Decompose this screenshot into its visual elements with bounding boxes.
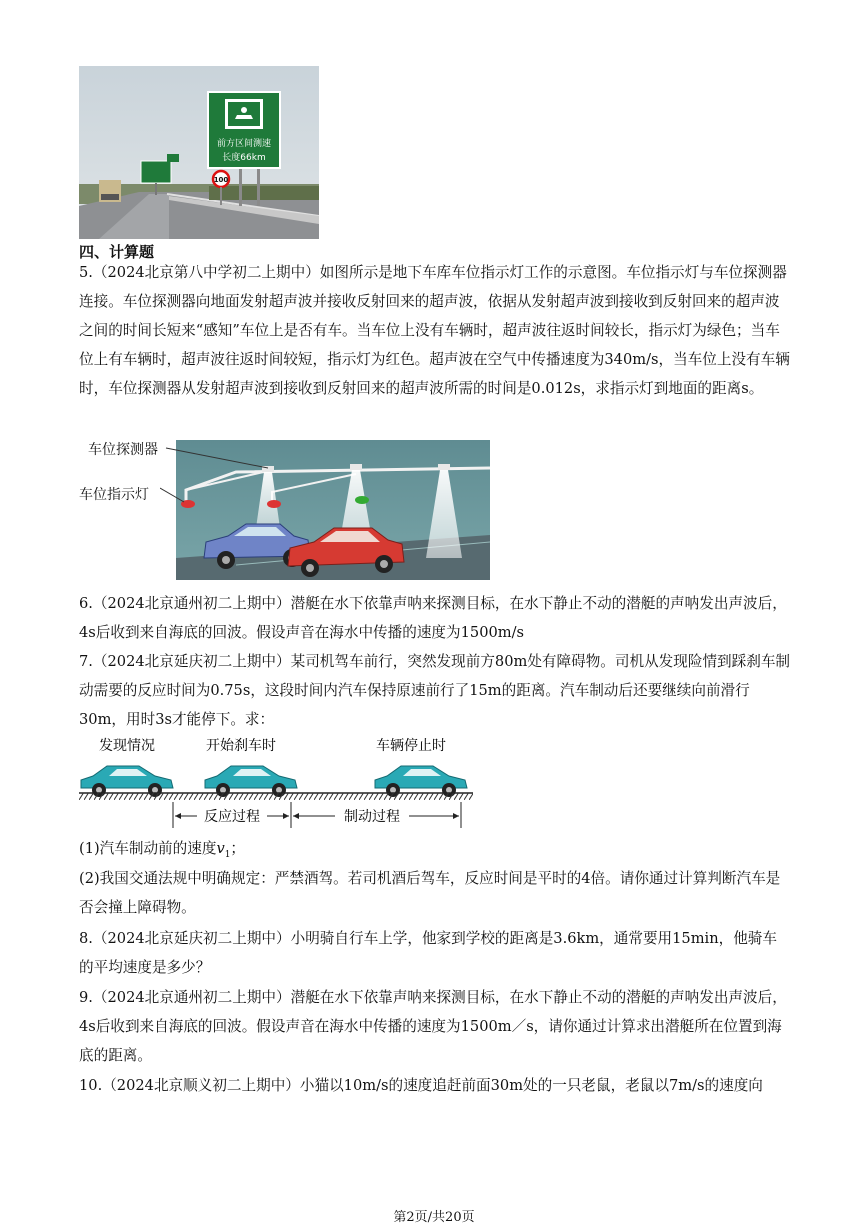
question-8: 8.（2024北京延庆初二上期中）小明骑自行车上学，他家到学校的距离是3.6km，通常要用15min，他骑车的平均速度是多少？ [79, 930, 777, 976]
q7-1-suffix: ； [230, 840, 246, 857]
label-start-brake: 开始刹车时 [206, 738, 276, 754]
section-title: 四、计算题 [79, 243, 155, 261]
highway-photo [79, 66, 319, 239]
question-7: 7.（2024北京延庆初二上期中）某司机驾车前行，突然发现前方80m处有障碍物。司机从发现险情到踩刹车制动需要的反应时间为0.75s，这段时间内汽车保持原速前行了15m的距离。汽车制动后还要继续向前滑行30m，用时3s才能停下。求： [79, 653, 791, 728]
garage-label-leaders [160, 440, 280, 510]
highway-photo-drawing [79, 66, 319, 239]
label-discover: 发现情况 [99, 738, 155, 754]
question-7-part-2: (2)我国交通法规中明确规定：严禁酒驾。若司机酒后驾车，反应时间是平时的4倍。请你通过计算判断汽车是否会撞上障碍物。 [79, 870, 781, 916]
sign-line2-text: 长度66km [222, 153, 266, 163]
q7-1-variable: v [216, 840, 225, 857]
label-braking-process: 制动过程 [344, 809, 400, 825]
braking-process-drawing [79, 736, 479, 828]
label-parking-indicator: 车位指示灯 [79, 487, 149, 503]
q7-1-subscript: 1 [224, 849, 231, 860]
label-car-stop: 车辆停止时 [376, 738, 446, 754]
speed-limit-text: 100 [213, 176, 229, 184]
question-6: 6.（2024北京通州初二上期中）潜艇在水下依靠声呐来探测目标，在水下静止不动的潜艇的声呐发出声波后，4s后收到来自海底的回波。假设声音在海水中传播的速度为1500m/s [79, 595, 787, 641]
question-10: 10.（2024北京顺义初二上期中）小猫以10m/s的速度追赶前面30m处的一只老鼠，老鼠以7m/s的速度向 [79, 1077, 763, 1094]
label-reaction-process: 反应过程 [204, 809, 260, 825]
q7-1-text: (1)汽车制动前的速度 [79, 840, 217, 857]
question-9: 9.（2024北京通州初二上期中）潜艇在水下依靠声呐来探测目标，在水下静止不动的潜艇的声呐发出声波后，4s后收到来自海底的回波。假设声音在海水中传播的速度为1500m／s，请你通过计算求出潜艇所在位置到海底的距离。 [79, 989, 787, 1064]
page-footer: 第2页/共20页 [393, 1210, 475, 1225]
question-5: 5.（2024北京第八中学初二上期中）如图所示是地下车库车位指示灯工作的示意图。车位指示灯与车位探测器连接。车位探测器向地面发射超声波并接收反射回来的超声波，依据从发射超声波到接收到反射回来的超声波之间的时间长短来“感知”车位上是否有车。当车位上没有车辆时，超声波往返时间较长，指示灯为绿色；当车位上有车辆时，超声波往返时间较短，指示灯为红色。超声波在空气中传播速度为340m/s，当车位上没有车辆时，车位探测器从发射超声波到接收到反射回来的超声波所需的时间是0.012s，求指示灯到地面的距离s。 [79, 264, 790, 397]
braking-process-figure [79, 736, 479, 828]
sign-line1-text: 前方区间测速 [216, 139, 272, 149]
label-parking-detector: 车位探测器 [88, 442, 158, 458]
